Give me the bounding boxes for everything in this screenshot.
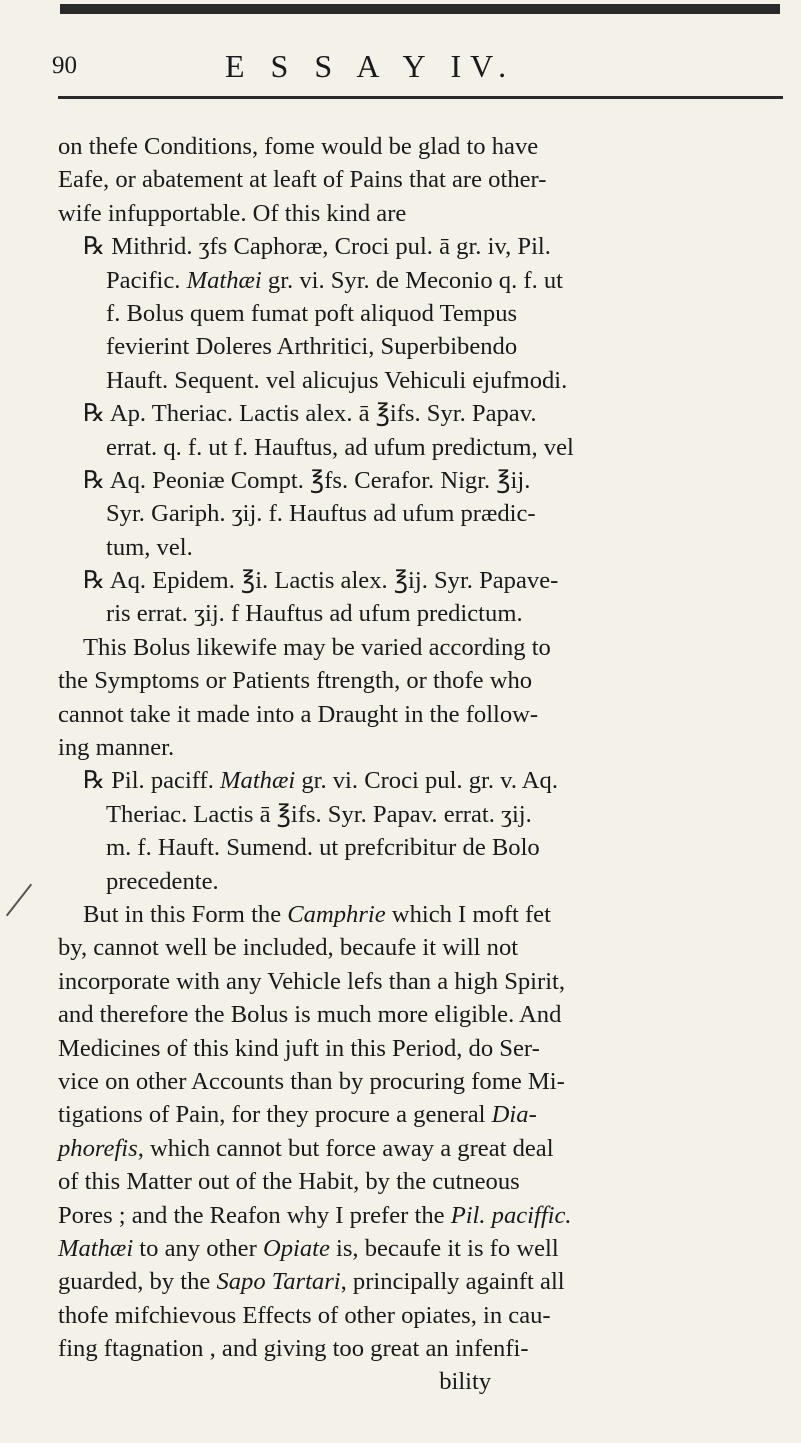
top-border-rule xyxy=(60,4,780,22)
text-segment: , principally againft all xyxy=(340,1268,565,1296)
text-segment: ℞ Mithrid. ʒfs Caphoræ, Croci pul. ā gr. iv, Pil. xyxy=(83,233,551,261)
text-line xyxy=(58,397,786,430)
text-line xyxy=(58,497,786,530)
text-line xyxy=(58,230,786,263)
text-line xyxy=(58,1199,786,1232)
text-segment: Pacific. xyxy=(106,266,187,294)
text-segment: precedente. xyxy=(106,867,219,895)
text-line xyxy=(58,197,786,230)
text-line xyxy=(58,364,786,397)
text-line xyxy=(58,464,786,497)
margin-mark xyxy=(6,884,32,917)
text-segment: cannot take it made into a Draught in the follow- xyxy=(58,700,539,728)
italic-text: Mathæi xyxy=(186,266,262,294)
text-line xyxy=(58,1065,786,1098)
text-line xyxy=(58,1265,786,1298)
text-segment: gr. vi. Syr. de Meconio q. f. ut xyxy=(261,266,563,294)
text-segment: m. f. Hauft. Sumend. ut prefcribitur de Bolo xyxy=(106,834,540,862)
text-line xyxy=(58,1299,786,1332)
text-line xyxy=(58,664,786,697)
italic-text: Pil. paciffic. xyxy=(450,1201,572,1229)
text-segment: and therefore the Bolus is much more eligible. And xyxy=(58,1001,562,1029)
text-segment: ris errat. ʒij. f Hauftus ad ufum predictum. xyxy=(106,600,523,628)
text-line xyxy=(58,798,786,831)
text-line xyxy=(58,1098,786,1131)
text-segment: to any other xyxy=(133,1234,263,1262)
text-line xyxy=(58,1165,786,1198)
text-line xyxy=(58,865,786,898)
text-line xyxy=(58,130,786,163)
text-segment: Pores ; and the Reafon why I prefer the xyxy=(58,1201,451,1229)
italic-text: phorefis xyxy=(58,1134,138,1162)
running-head: E S S A Y IV. xyxy=(225,48,516,84)
italic-text: Mathæi xyxy=(220,767,296,795)
text-segment: Eafe, or abatement at leaft of Pains that are other- xyxy=(58,166,547,194)
text-segment: thofe mifchievous Effects of other opiates, in cau- xyxy=(58,1301,551,1329)
text-segment: ℞ Pil. paciff. xyxy=(83,767,221,795)
text-line xyxy=(58,597,786,630)
italic-text: Camphrie xyxy=(287,900,386,928)
text-segment: of this Matter out of the Habit, by the cutneous xyxy=(58,1168,520,1196)
text-segment: But in this Form the xyxy=(83,900,288,928)
text-segment: the Symptoms or Patients ftrength, or thofe who xyxy=(58,667,533,695)
text-line xyxy=(58,330,786,363)
text-line xyxy=(58,1365,786,1398)
text-segment: This Bolus likewife may be varied according to xyxy=(83,633,551,661)
text-line xyxy=(58,163,786,196)
text-segment: on thefe Conditions, fome would be glad to have xyxy=(58,133,539,160)
text-segment: guarded, by the xyxy=(58,1268,217,1296)
text-segment: gr. vi. Croci pul. gr. v. Aq. xyxy=(295,767,558,795)
text-segment: f. Bolus quem fumat poft aliquod Tempus xyxy=(106,299,518,327)
text-line xyxy=(58,1232,786,1265)
text-segment: fevierint Doleres Arthritici, Superbibendo xyxy=(106,333,518,361)
text-segment: tum, vel. xyxy=(106,533,193,561)
text-segment: ing manner. xyxy=(58,734,175,762)
text-line xyxy=(58,1332,786,1365)
text-line xyxy=(58,698,786,731)
text-segment: Syr. Gariph. ʒij. f. Hauftus ad ufum prædic- xyxy=(106,500,536,528)
text-segment: by, cannot well be included, becaufe it will not xyxy=(58,934,519,962)
text-line xyxy=(58,764,786,797)
text-segment: bility xyxy=(58,1368,492,1396)
text-segment: is, becaufe it is fo well xyxy=(329,1234,559,1262)
text-segment: fing ftagnation , and giving too great an infenfi- xyxy=(58,1335,529,1363)
text-segment: incorporate with any Vehicle lefs than a high Spirit, xyxy=(58,967,566,995)
italic-text: Opiate xyxy=(262,1234,330,1262)
text-segment: ℞ Aq. Peoniæ Compt. ℥fs. Cerafor. Nigr. ℥ij. xyxy=(83,466,531,494)
page-number: 90 xyxy=(52,52,77,79)
text-line xyxy=(58,431,786,464)
header-rule xyxy=(58,96,783,99)
italic-text: Mathæi xyxy=(58,1234,134,1262)
text-segment: errat. q. f. ut f. Hauftus, ad ufum predictum, vel xyxy=(106,433,574,461)
text-line xyxy=(58,965,786,998)
text-segment: , which cannot but force away a great deal xyxy=(137,1134,554,1162)
italic-text: Sapo Tartari xyxy=(216,1268,341,1296)
text-line xyxy=(58,998,786,1031)
italic-text: Dia- xyxy=(491,1101,537,1129)
body-text xyxy=(58,130,786,1399)
text-segment: Theriac. Lactis ā ℥ifs. Syr. Papav. errat. ʒij. xyxy=(106,800,532,828)
text-segment: which I moft fet xyxy=(385,900,551,928)
text-segment: Medicines of this kind juft in this Period, do Ser- xyxy=(58,1034,540,1062)
text-segment: ℞ Ap. Theriac. Lactis alex. ā ℥ifs. Syr. Papav. xyxy=(83,400,537,428)
text-line xyxy=(58,931,786,964)
text-line xyxy=(58,631,786,664)
text-line xyxy=(58,731,786,764)
text-line xyxy=(58,831,786,864)
text-line xyxy=(58,531,786,564)
text-line xyxy=(58,898,786,931)
text-line xyxy=(58,297,786,330)
text-segment: vice on other Accounts than by procuring fome Mi- xyxy=(58,1067,565,1095)
text-line xyxy=(58,1132,786,1165)
text-segment: Hauft. Sequent. vel alicujus Vehiculi ejufmodi. xyxy=(106,366,568,394)
text-segment: tigations of Pain, for they procure a general xyxy=(58,1101,492,1129)
text-segment: ℞ Aq. Epidem. ℥i. Lactis alex. ℥ij. Syr. Papave- xyxy=(83,567,559,595)
text-line xyxy=(58,1032,786,1065)
text-line xyxy=(58,264,786,297)
text-segment: wife infupportable. Of this kind are xyxy=(58,199,407,227)
text-line xyxy=(58,564,786,597)
